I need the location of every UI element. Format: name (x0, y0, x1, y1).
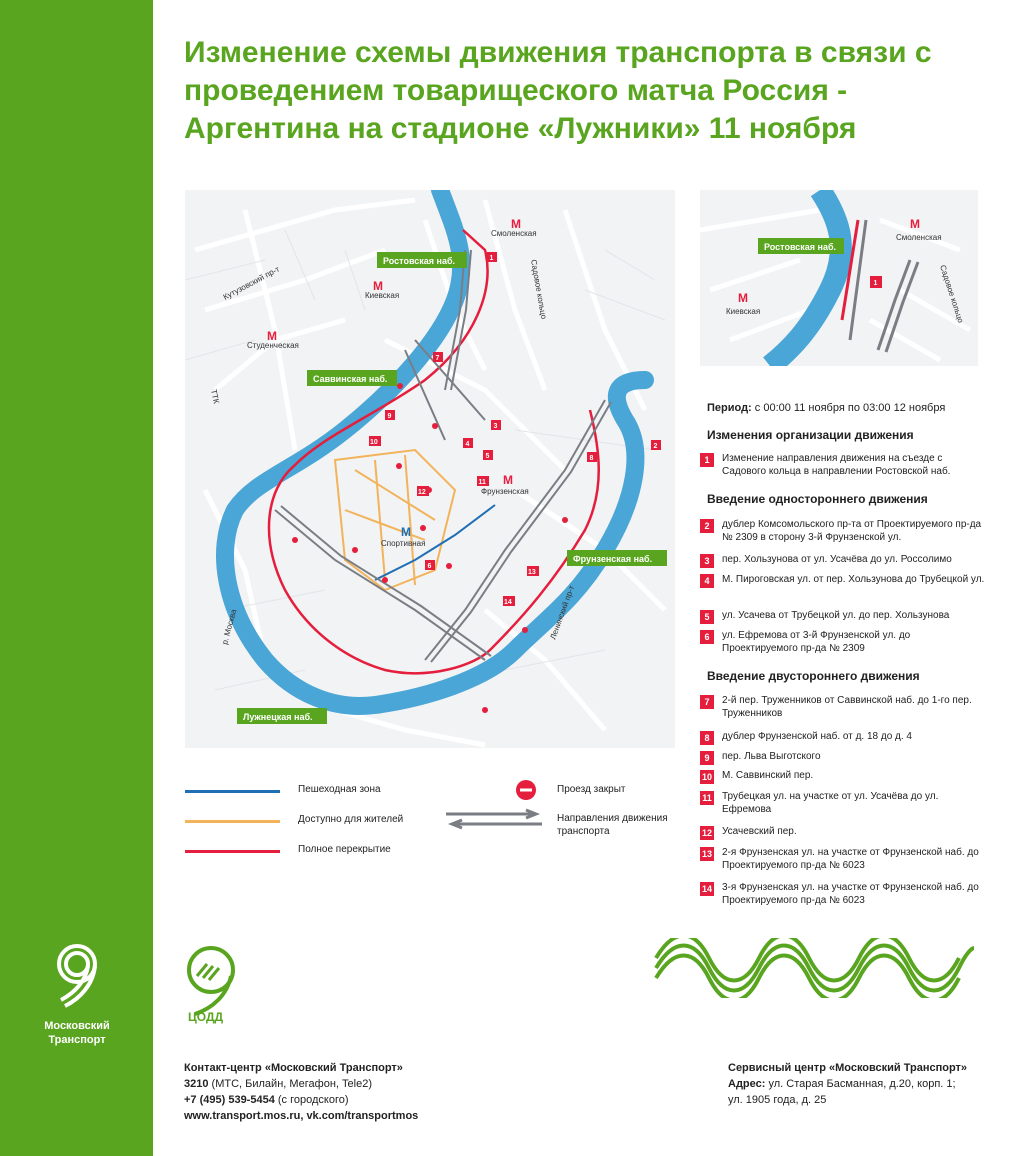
label-river: р. Москва (220, 608, 239, 646)
tag-luzhnetskaya (237, 708, 327, 724)
svg-text:12: 12 (418, 489, 426, 496)
map-marker-3 (491, 420, 501, 430)
svg-text:2: 2 (653, 443, 658, 450)
map-marker-7 (433, 352, 443, 362)
label-sadovoe: Садовое кольцо (529, 258, 549, 320)
tag-rostovskaya (377, 252, 467, 268)
contact-short-number: 3210 (184, 1078, 209, 1090)
list-item: 7 2-й пер. Труженников от Саввинской наб. до 1-го пер. Труженников (700, 694, 985, 720)
svg-text:Ростовская наб.: Ростовская наб. (764, 242, 837, 252)
service-address-label: Адрес: (728, 1078, 766, 1090)
map-marker-12 (417, 486, 429, 496)
tag-savvinskaya (307, 370, 397, 386)
moscow-transport-nine-icon (47, 940, 107, 1010)
legend-residents: Доступно для жителей (298, 814, 404, 825)
list-item: 4 М. Пироговская ул. от пер. Хользунова до Трубецкой ул. (700, 573, 985, 588)
label-leninsky: Ленинский пр-т (548, 584, 577, 641)
svg-text:Смоленская: Смоленская (491, 229, 537, 238)
label-kutuzovsky: Кутузовский пр-т (221, 264, 282, 302)
list-item: 6 ул. Ефремова от 3-й Фрунзенской ул. до Проектируемого пр-да № 2309 (700, 629, 985, 655)
svg-text:Киевская: Киевская (726, 307, 761, 316)
svg-text:5: 5 (485, 453, 490, 460)
map-marker-8 (587, 452, 597, 462)
map-marker-13 (527, 566, 539, 576)
svg-text:1: 1 (489, 255, 494, 262)
metro-icon: М (373, 279, 383, 293)
page-title: Изменение схемы движения транспорта в связи с проведением товарищеского матча Россия - Аргентина на стадионе «Лужники» 11 ноября (184, 36, 932, 145)
svg-text:14: 14 (504, 599, 512, 606)
svg-text:13: 13 (528, 569, 536, 576)
contact-phone: +7 (495) 539-5454 (184, 1094, 275, 1106)
list-item: 1 Изменение направления движения на съезде с Садового кольца в направлении Ростовской наб. (700, 452, 985, 478)
svg-text:Саввинская наб.: Саввинская наб. (313, 374, 388, 384)
inset-street-label: Садовое кольцо (938, 263, 966, 325)
no-entry-icon (514, 778, 538, 802)
list-item: 10 М. Саввинский пер. (701, 770, 814, 782)
svg-text:Студенческая: Студенческая (247, 341, 299, 350)
svg-text:Киевская: Киевская (365, 291, 400, 300)
contact-links[interactable]: www.transport.mos.ru, vk.com/transportmos (184, 1110, 419, 1122)
svg-text:Спортивная: Спортивная (381, 539, 426, 548)
wave-decoration (654, 938, 976, 998)
list-item: 12 Усачевский пер. (701, 826, 797, 838)
metro-icon: М (267, 329, 277, 343)
metro-icon: М (511, 217, 521, 231)
legend-directions: Направления движения транспорта (557, 813, 668, 837)
contact-phone-note: (с городского) (277, 1094, 349, 1106)
svg-text:1: 1 (873, 280, 878, 287)
map-marker-2 (651, 440, 661, 450)
section-twoway: Введение двустороннего движения (707, 669, 920, 683)
svg-text:9: 9 (387, 413, 392, 420)
inset-tag (758, 238, 844, 254)
legend-residents-swatch (185, 820, 280, 823)
period (707, 402, 945, 414)
brand-line-2: Транспорт (48, 1034, 106, 1046)
svg-text:8: 8 (589, 455, 594, 462)
map-marker-6 (425, 560, 435, 570)
brand-line-1: Московский (44, 1020, 110, 1032)
svg-text:Фрунзенская: Фрунзенская (481, 487, 529, 496)
inset-marker-1 (870, 276, 882, 288)
svg-text:3: 3 (493, 423, 498, 430)
legend-closed-pass: Проезд закрыт (557, 784, 626, 795)
contact-short-note: (МТС, Билайн, Мегафон, Tele2) (211, 1078, 372, 1090)
map-marker-4 (463, 438, 473, 448)
svg-text:Фрунзенская наб.: Фрунзенская наб. (573, 554, 653, 564)
metro-icon: М (738, 291, 748, 305)
cod-label: ЦОДД (188, 1010, 224, 1024)
map-marker-1 (487, 252, 497, 262)
svg-text:6: 6 (427, 563, 432, 570)
map-marker-14 (503, 596, 515, 606)
list-item: 9 пер. Льва Выготского (700, 750, 985, 765)
label-ttk: ТТК (209, 388, 221, 405)
service-title: Сервисный центр «Московский Транспорт» (728, 1062, 968, 1074)
section-oneway: Введение одностороннего движения (707, 492, 928, 506)
map-marker-10 (369, 436, 381, 446)
map-marker-5 (483, 450, 493, 460)
list-item: 13 2-я Фрунзенская ул. на участке от Фрунзенской наб. до Проектируемого пр-да № 6023 (701, 847, 979, 871)
list-item: 11 Трубецкая ул. на участке от ул. Усачёва до ул. Ефремова (700, 790, 985, 816)
service-address-2: ул. 1905 года, д. 25 (728, 1094, 827, 1106)
section-changes: Изменения организации движения (707, 428, 914, 442)
direction-arrows-icon (444, 808, 544, 830)
svg-text:10: 10 (370, 439, 378, 446)
svg-text:Ростовская наб.: Ростовская наб. (383, 256, 456, 266)
list-item: 3 пер. Хользунова от ул. Усачёва до ул. Россолимо (700, 553, 985, 568)
svg-text:7: 7 (435, 355, 440, 362)
inset-map (700, 190, 978, 366)
svg-text:11: 11 (478, 479, 486, 486)
legend-closed-swatch (185, 850, 280, 853)
period-label: Период: (707, 402, 752, 414)
period-value: с 00:00 11 ноября по 03:00 12 ноября (754, 402, 946, 414)
list-item: 14 3-я Фрунзенская ул. на участке от Фрунзенской наб. до Проектируемого пр-да № 6023 (701, 882, 979, 906)
service-center (728, 1060, 998, 1108)
service-address-1: ул. Старая Басманная, д.20, корп. 1; (768, 1078, 956, 1090)
contact-title: Контакт-центр «Московский Транспорт» (184, 1062, 403, 1074)
main-map (185, 190, 675, 748)
tag-frunzenskaya (567, 550, 667, 566)
legend-pedestrian: Пешеходная зона (298, 784, 381, 795)
map-marker-9 (385, 410, 395, 420)
legend-closed-full: Полное перекрытие (298, 844, 391, 855)
svg-text:Лужнецкая наб.: Лужнецкая наб. (243, 712, 313, 722)
svg-text:4: 4 (465, 441, 470, 448)
list-item: 5 ул. Усачева от Трубецкой ул. до пер. Хользунова (700, 609, 985, 624)
sidebar (0, 0, 153, 1156)
moscow-transport-logo (22, 940, 132, 1047)
legend-pedestrian-swatch (185, 790, 280, 793)
metro-icon: М (910, 217, 920, 231)
list-item: 2 дублер Комсомольского пр-та от Проектируемого пр-да № 2309 в сторону 3-й Фрунзенской ул. (700, 518, 985, 544)
map-marker-11 (477, 476, 489, 486)
metro-icon: М (401, 525, 411, 539)
contact-center (184, 1060, 418, 1124)
metro-icon: М (503, 473, 513, 487)
list-item: 8 дублер Фрунзенской наб. от д. 18 до д. 4 (700, 730, 985, 745)
svg-text:Смоленская: Смоленская (896, 233, 942, 242)
